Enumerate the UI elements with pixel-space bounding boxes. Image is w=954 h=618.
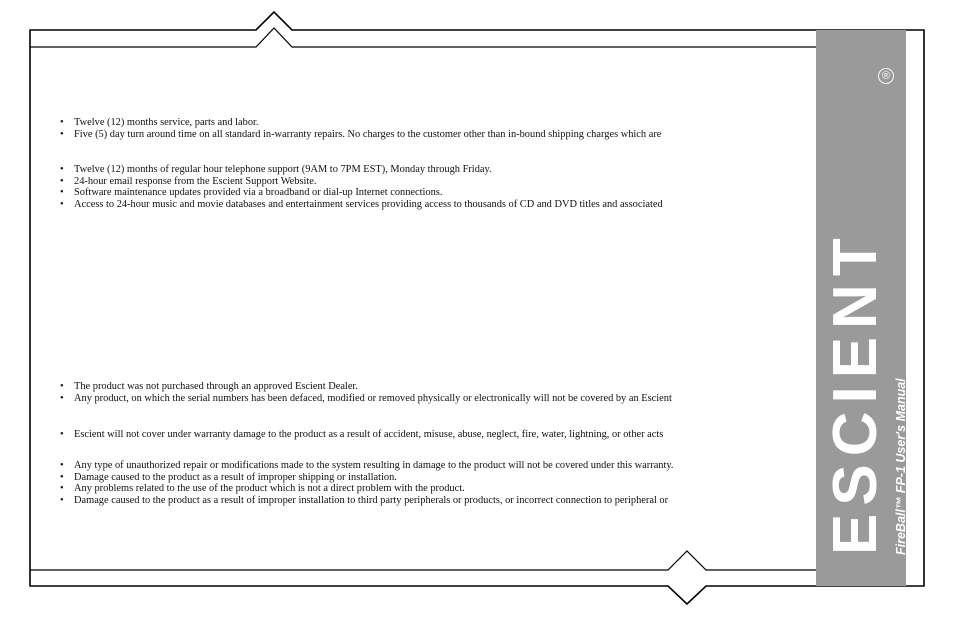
list-item: • Five (5) day turn around time on all standard in-warranty repairs. No charges to the customer other than in-bound shipping charges which are	[60, 129, 810, 141]
list-item: • Twelve (12) months service, parts and labor.	[60, 117, 810, 129]
list-item: • Twelve (12) months of regular hour telephone support (9AM to 7PM EST), Monday through Friday.	[60, 164, 810, 176]
list-item: • Any problems related to the use of the product which is not a direct problem with the product.	[60, 483, 810, 495]
exclusions-list-a	[60, 381, 810, 404]
exclusions-list-c	[60, 460, 810, 506]
list-item: • Any type of unauthorized repair or modifications made to the system resulting in damage to the product will not be covered under this warranty.	[60, 460, 810, 472]
manual-title: FireBall™ FP-1 User's Manual	[894, 378, 908, 555]
top-inner-rule	[30, 28, 816, 47]
list-item: • Escient will not cover under warranty damage to the product as a result of accident, misuse, abuse, neglect, fire, water, lightning, or other acts	[60, 429, 810, 441]
coverage-service-list	[60, 117, 810, 140]
exclusions-list-b	[60, 429, 810, 441]
list-item: • Damage caused to the product as a result of improper shipping or installation.	[60, 472, 810, 484]
list-item: • The product was not purchased through an approved Escient Dealer.	[60, 381, 810, 393]
coverage-support-list	[60, 164, 810, 210]
list-item: • Software maintenance updates provided via a broadband or dial-up Internet connections.	[60, 187, 810, 199]
escient-logo: ESCIENT	[821, 230, 890, 555]
list-item: • Access to 24-hour music and movie databases and entertainment services providing access to thousands of CD and DVD titles and associated	[60, 199, 810, 211]
list-item: • 24-hour email response from the Escient Support Website.	[60, 176, 810, 188]
list-item: • Any product, on which the serial numbers has been defaced, modified or removed physically or electronically will not be covered by an Escient	[60, 393, 810, 405]
bottom-inner-rule	[30, 551, 816, 570]
registered-mark: ®	[878, 68, 894, 84]
list-item: • Damage caused to the product as a result of improper installation to third party peripherals or products, or incorrect connection to peripheral or	[60, 495, 810, 507]
top-border	[30, 12, 924, 604]
